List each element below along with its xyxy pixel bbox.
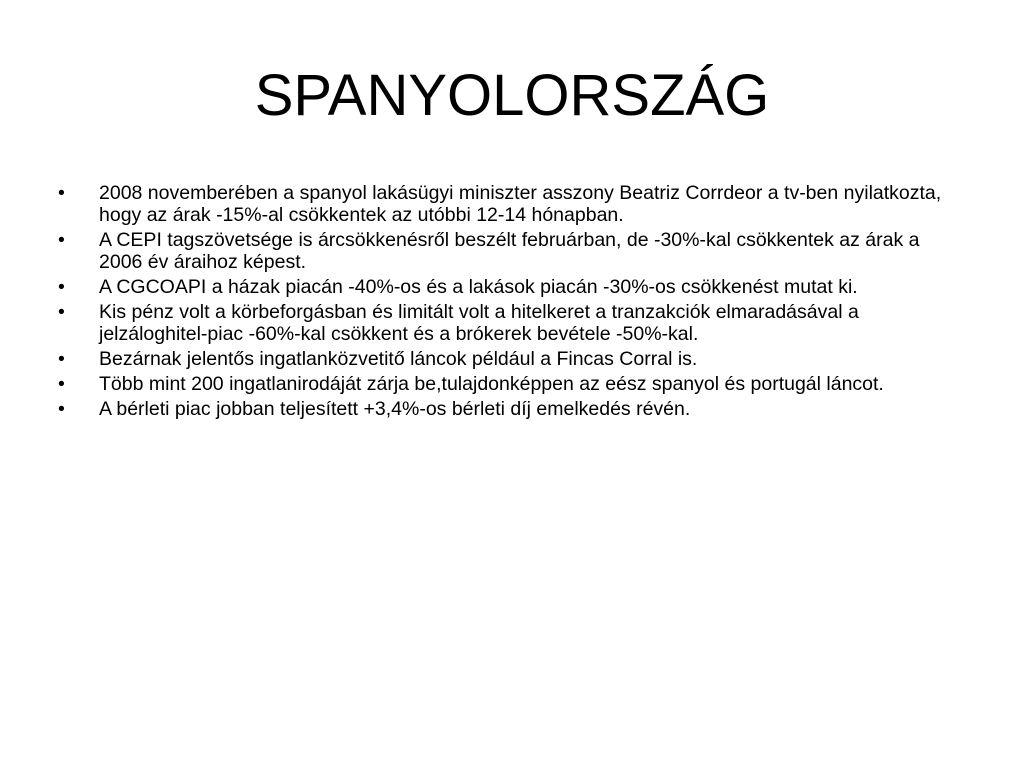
bullet-text: Több mint 200 ingatlanirodáját zárja be,tulajdonképpen az eész spanyol és portugál láncot. (99, 373, 884, 395)
bullet-icon: • (58, 301, 65, 323)
bullet-icon: • (58, 398, 65, 420)
bullet-item (58, 276, 968, 298)
bullet-text: A bérleti piac jobban teljesített +3,4%-os bérleti díj emelkedés révén. (99, 398, 691, 420)
bullet-icon: • (58, 373, 65, 395)
bullet-list (58, 182, 968, 423)
bullet-item (58, 398, 968, 420)
bullet-icon: • (58, 182, 65, 204)
bullet-item (58, 182, 968, 226)
bullet-item (58, 229, 968, 273)
bullet-item (58, 301, 968, 345)
bullet-text: Kis pénz volt a körbeforgásban és limitált volt a hitelkeret a tranzakciók elmaradásával a jelzáloghitel-piac -60%-kal csökkent és a brókerek bevétele -50%-kal. (99, 301, 859, 345)
bullet-item (58, 373, 968, 395)
bullet-text: Bezárnak jelentős ingatlanközvetitő láncok például a Fincas Corral is. (99, 348, 698, 370)
bullet-text: 2008 novemberében a spanyol lakásügyi miniszter asszony Beatriz Corrdeor a tv-ben nyilatkozta, hogy az árak -15%-al csökkentek az utóbbi 12-14 hónapban. (99, 182, 942, 226)
bullet-text: A CEPI tagszövetsége is árcsökkenésről beszélt februárban, de -30%-kal csökkentek az árak a 2006 év áraihoz képest. (99, 229, 920, 273)
bullet-icon: • (58, 229, 65, 251)
bullet-text: A CGCOAPI a házak piacán -40%-os és a lakások piacán -30%-os csökkenést mutat ki. (99, 276, 858, 298)
slide-title: SPANYOLORSZÁG (254, 63, 770, 128)
bullet-icon: • (58, 348, 65, 370)
bullet-item (58, 348, 968, 370)
bullet-icon: • (58, 276, 65, 298)
